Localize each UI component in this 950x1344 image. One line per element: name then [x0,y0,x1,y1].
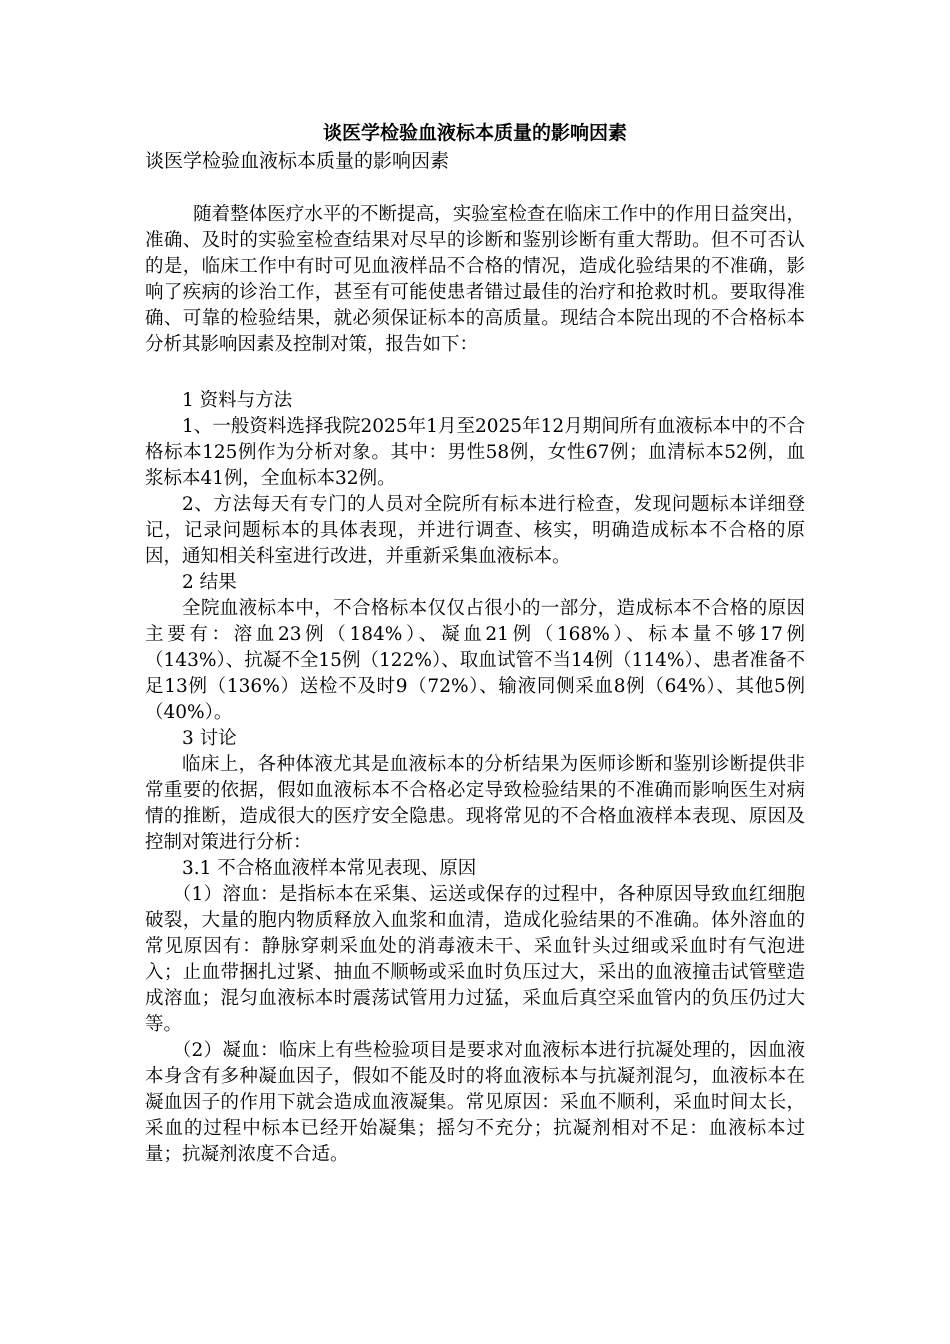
section-3-1-heading: 3.1 不合格血液样本常见表现、原因 [182,858,477,879]
section-2-heading: 2 结果 [182,572,237,593]
document-title: 谈医学检验血液标本质量的影响因素 [322,122,627,144]
intro-paragraph: 随着整体医疗水平的不断提高，实验室检查在临床工作中的作用日益突出，准确、及时的实验室检查结果对尽早的诊断和鉴别诊断有重大帮助。但不可否认的是，临床工作中有时可见血液样品不合格的情况，造成化验结果的不准确，影响了疾病的诊治工作，甚至有可能使患者错过最佳的治疗和抢救时机。要取得准确、可靠的检验结果，就必须保证标本的高质量。现结合本院出现的不合格标本分析其影响因素及控制对策，报告如下： [145,204,805,355]
spacer [145,358,805,388]
section-1-heading: 1 资料与方法 [182,390,293,411]
section-3-1-paragraph-hemolysis: （1）溶血：是指标本在采集、运送或保存的过程中，各种原因导致血红细胞破裂，大量的胞内物质释放入血浆和血清，造成化验结果的不准确。体外溶血的常见原因有：静脉穿刺采血处的消毒液未干、采血针头过细或采血时有气泡进入；止血带捆扎过紧、抽血不顺畅或采血时负压过大，采出的血液撞击试管壁造成溶血；混匀血液标本时震荡试管用力过猛，采血后真空采血管内的负压仍过大等。 [145,884,805,1035]
section-2-paragraph-1: 全院血液标本中，不合格标本仅仅占很小的一部分，造成标本不合格的原因主要有：溶血23例（184%）、凝血21例（168%）、标本量不够17例（143%）、抗凝不全15例（122%）、取血试管不当14例（114%）、患者准备不足13例（136%）送检不及时9（72%）、输液同侧采血8例（64%）、其他5例（40%）。 [145,598,805,723]
section-3-heading: 3 讨论 [182,728,237,749]
section-1-paragraph-1: 1、一般资料选择我院2025年1月至2025年12月期间所有血液标本中的不合格标本125例作为分析对象。其中：男性58例，女性67例；血清标本52例，血浆标本41例，全血标本32例。 [145,416,805,489]
document-page [145,118,805,1168]
spacer [145,174,805,202]
section-1-paragraph-2: 2、方法每天有专门的人员对全院所有标本进行检查，发现问题标本详细登记，记录问题标本的具体表现，并进行调查、核实，明确造成标本不合格的原因，通知相关科室进行改进，并重新采集血液标本。 [145,494,805,567]
section-3-1-paragraph-coagulation: （2）凝血：临床上有些检验项目是要求对血液标本进行抗凝处理的，因血液本身含有多种凝血因子，假如不能及时的将血液标本与抗凝剂混匀，血液标本在凝血因子的作用下就会造成血液凝集。常见原因：采血不顺利，采血时间太长，采血的过程中标本已经开始凝集；摇匀不充分；抗凝剂相对不足：血液标本过量；抗凝剂浓度不合适。 [145,1040,805,1165]
document-subtitle: 谈医学检验血液标本质量的影响因素 [145,150,450,172]
section-3-paragraph-1: 临床上，各种体液尤其是血液标本的分析结果为医师诊断和鉴别诊断提供非常重要的依据，假如血液标本不合格必定导致检验结果的不准确而影响医生对病情的推断，造成很大的医疗安全隐患。现将常见的不合格血液样本表现、原因及控制对策进行分析： [145,754,805,853]
